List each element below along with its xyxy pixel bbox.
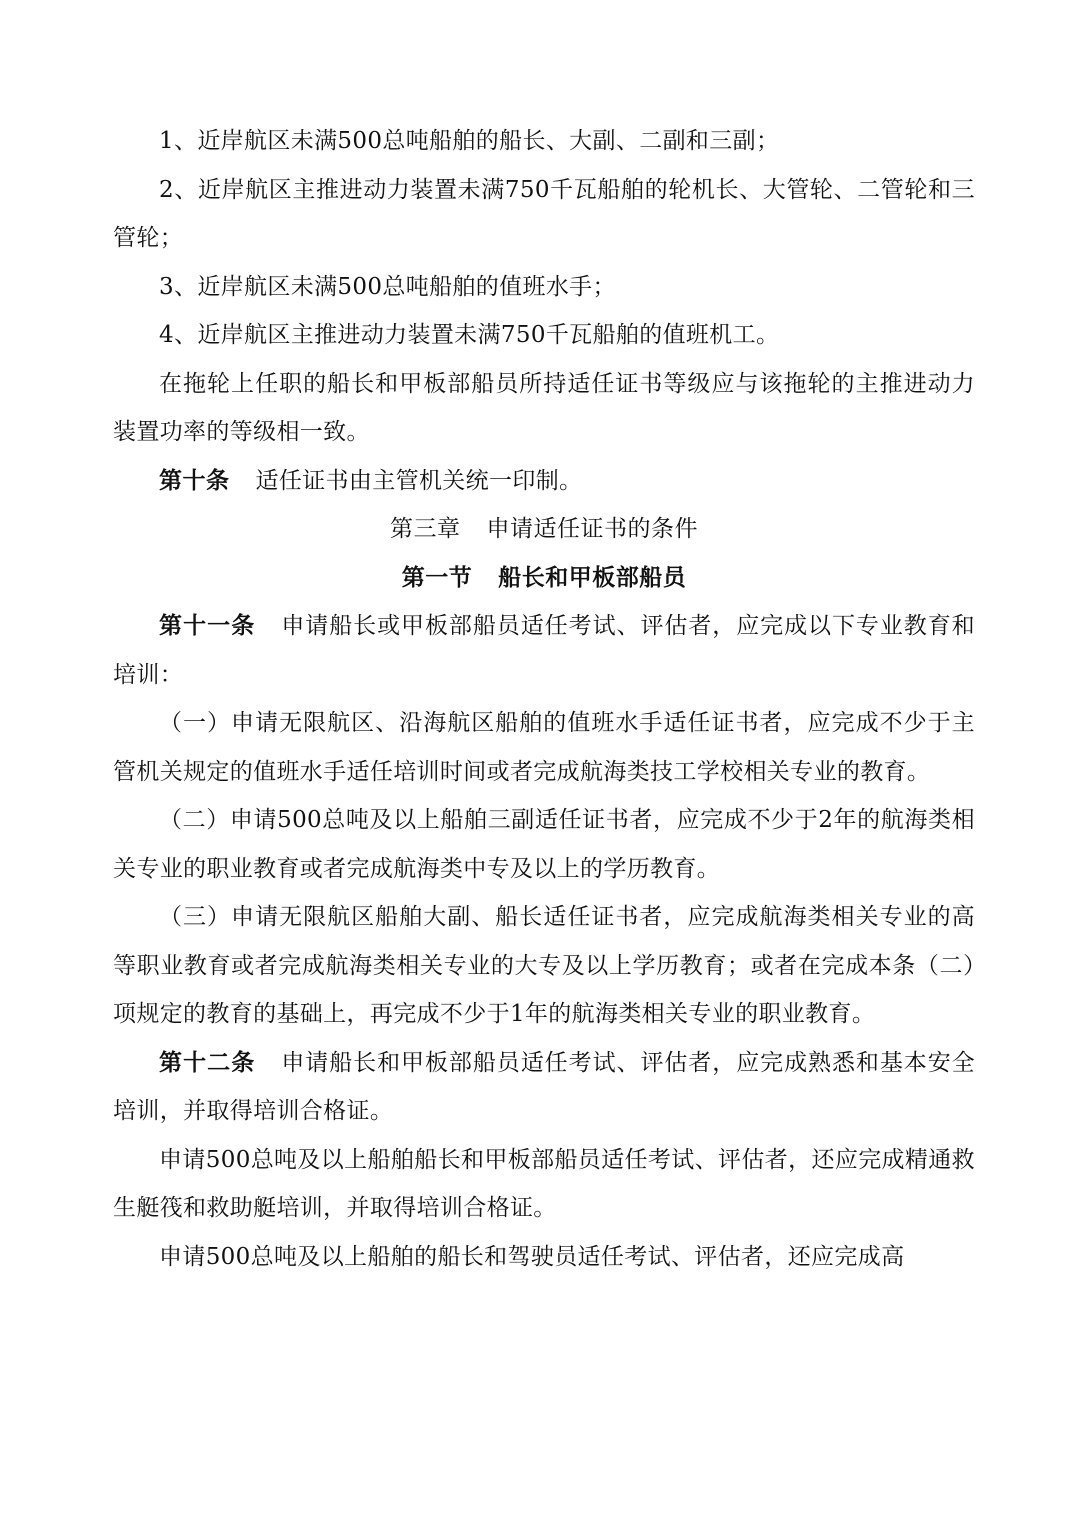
section-heading — [113, 554, 975, 603]
paragraph: 申请500总吨及以上船舶船长和甲板部船员适任考试、评估者，还应完成精通救生艇筏和救助艇培训，并取得培训合格证。 — [113, 1146, 975, 1221]
paragraph: 2、近岸航区主推进动力装置未满750千瓦船舶的轮机长、大管轮、二管轮和三管轮； — [113, 176, 975, 251]
list-item: （三）申请无限航区船舶大副、船长适任证书者，应完成航海类相关专业的高等职业教育或者完成航海类相关专业的大专及以上学历教育；或者在完成本条（二）项规定的教育的基础上，再完成不少于1年的航海类相关专业的职业教育。 — [113, 904, 975, 1027]
article-text: 适任证书由主管机关统一印制。 — [255, 467, 583, 494]
article-text: 申请船长和甲板部船员适任考试、评估者，应完成熟悉和基本安全培训，并取得培训合格证。 — [113, 1049, 975, 1124]
paragraph: 在拖轮上任职的船长和甲板部船员所持适任证书等级应与该拖轮的主推进动力装置功率的等级相一致。 — [113, 370, 975, 445]
article-text: 申请船长或甲板部船员适任考试、评估者，应完成以下专业教育和培训： — [113, 613, 975, 688]
article-label: 第十一条 — [159, 612, 256, 639]
article-11 — [113, 602, 975, 699]
chapter-title: 申请适任证书的条件 — [486, 516, 698, 542]
paragraph: 1、近岸航区未满500总吨船舶的船长、大副、二副和三副； — [159, 128, 780, 154]
list-item: （一）申请无限航区、沿海航区船舶的值班水手适任证书者，应完成不少于主管机关规定的值班水手适任培训时间或者完成航海类技工学校相关专业的教育。 — [113, 710, 975, 785]
article-12 — [113, 1039, 975, 1136]
section-number: 第一节 — [401, 563, 473, 591]
chapter-heading — [113, 505, 975, 554]
chapter-number: 第三章 — [390, 516, 461, 542]
paragraph: 申请500总吨及以上船舶的船长和驾驶员适任考试、评估者，还应完成高 — [159, 1243, 905, 1270]
list-item: （二）申请500总吨及以上船舶三副适任证书者，应完成不少于2年的航海类相关专业的职业教育或者完成航海类中专及以上的学历教育。 — [113, 807, 975, 882]
article-label: 第十条 — [159, 466, 230, 494]
document-page — [113, 117, 975, 1281]
paragraph: 4、近岸航区主推进动力装置未满750千瓦船舶的值班机工。 — [159, 322, 780, 348]
article-10 — [113, 457, 975, 506]
section-title: 船长和甲板部船员 — [498, 563, 687, 591]
paragraph: 3、近岸航区未满500总吨船舶的值班水手； — [159, 273, 616, 300]
article-label: 第十二条 — [159, 1048, 256, 1076]
